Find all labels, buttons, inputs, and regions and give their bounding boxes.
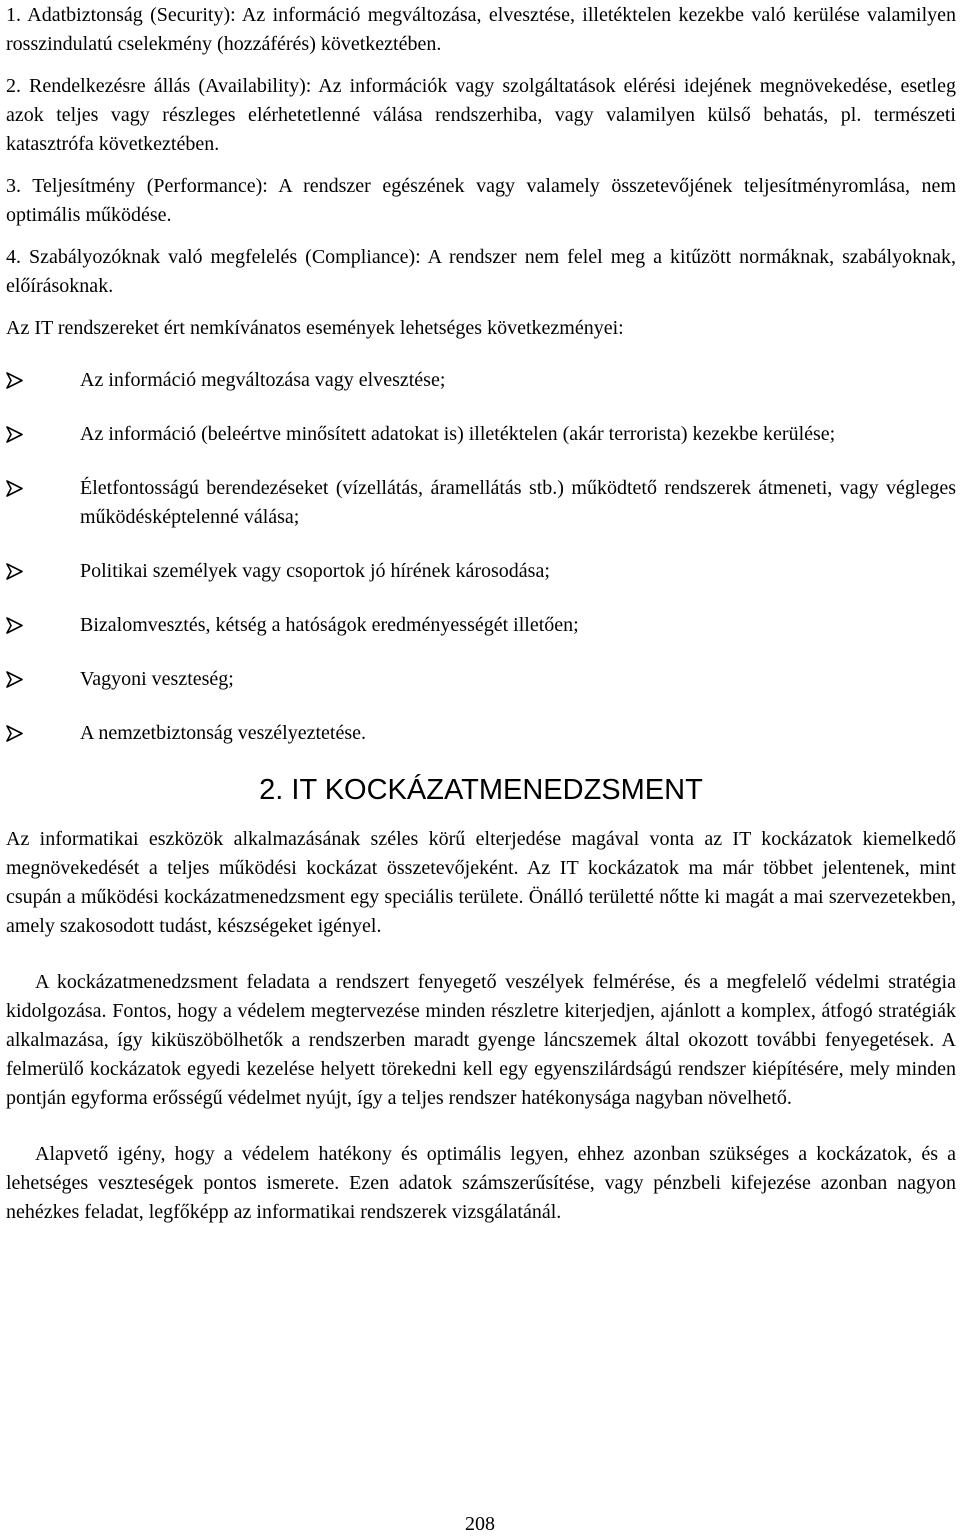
arrowhead-bullet-icon xyxy=(6,480,23,497)
bullet-text: Életfontosságú berendezéseket (vízellátás, áramellátás stb.) működtető rendszerek átmeneti, vagy végleges működésképtelenné válása; xyxy=(80,477,956,528)
risk-categories-list xyxy=(6,1,956,301)
item-number: 1. xyxy=(6,4,21,26)
item-text: Teljesítmény (Performance): A rendszer egészének vagy valamely összetevőjének teljesítményromlása, nem optimális működése. xyxy=(6,175,956,226)
item-text: Adatbiztonság (Security): Az információ megváltozása, elvesztése, illetéktelen kezekbe való kerülése valamilyen rosszindulatú cselekmény (hozzáférés) következtében. xyxy=(6,4,956,55)
item-text: Rendelkezésre állás (Availability): Az információk vagy szolgáltatások elérési idejének megnövekedése, esetleg azok teljes vagy részleges elérhetetlenné válása rendszerhiba, vagy valamilyen külső behatás, pl. természeti katasztrófa következtében. xyxy=(6,75,956,155)
bullet-text: Politikai személyek vagy csoportok jó hírének károsodása; xyxy=(80,560,550,582)
document-page xyxy=(6,0,956,1254)
item-number: 2. xyxy=(6,75,21,97)
list-item xyxy=(6,243,956,301)
arrowhead-bullet-icon xyxy=(6,617,23,634)
item-number: 4. xyxy=(6,246,21,268)
body-paragraph: Alapvető igény, hogy a védelem hatékony és optimális legyen, ehhez azonban szükséges a kockázatok, és a lehetséges veszteségek pontos ismerete. Ezen adatok számszerűsítése, vagy pénzbeli kifejezése azonban nagyon nehézkes feladat, legfőképp az informatikai rendszerek vizsgálatánál. xyxy=(6,1143,956,1223)
body-paragraph: Az informatikai eszközök alkalmazásának széles körű elterjedése magával vonta az IT kockázatok kiemelkedő megnövekedését a teljes működési kockázat összetevőjeként. Az IT kockázatok ma már többet jelentenek, mint csupán a működési kockázatmenedzsment egy speciális területe. Önálló területté nőtte ki magát a mai szervezetekben, amely szakosodott tudást, készségeket igényel. xyxy=(6,828,956,937)
arrowhead-bullet-icon xyxy=(6,725,23,742)
consequences-list xyxy=(6,366,956,748)
bullet-item xyxy=(6,420,956,449)
bullet-item xyxy=(6,665,956,694)
item-number: 3. xyxy=(6,175,21,197)
bullet-text: Bizalomvesztés, kétség a hatóságok eredményességét illetően; xyxy=(80,614,579,636)
item-text: Szabályozóknak való megfelelés (Compliance): A rendszer nem felel meg a kitűzött normáknak, szabályoknak, előírásoknak. xyxy=(6,246,956,297)
page-number: 208 xyxy=(465,1513,495,1535)
bullet-text: A nemzetbiztonság veszélyeztetése. xyxy=(80,722,366,744)
section-title: 2. IT KOCKÁZATMENEDZSMENT xyxy=(259,774,703,806)
list-item xyxy=(6,1,956,59)
arrowhead-bullet-icon xyxy=(6,372,23,389)
bullet-item xyxy=(6,557,956,586)
bullet-text: Az információ megváltozása vagy elvesztése; xyxy=(80,369,446,391)
consequences-intro: Az IT rendszereket ért nemkívánatos események lehetséges következményei: xyxy=(6,317,624,339)
arrowhead-bullet-icon xyxy=(6,671,23,688)
bullet-item xyxy=(6,611,956,640)
bullet-text: Vagyoni veszteség; xyxy=(80,668,234,690)
bullet-item xyxy=(6,474,956,532)
list-item xyxy=(6,72,956,159)
arrowhead-bullet-icon xyxy=(6,563,23,580)
list-item xyxy=(6,172,956,230)
bullet-item xyxy=(6,719,956,748)
body-paragraph: A kockázatmenedzsment feladata a rendszert fenyegető veszélyek felmérése, és a megfelelő védelmi stratégia kidolgozása. Fontos, hogy a védelem megtervezése minden részletre kiterjedjen, ajánlott a komplex, átfogó stratégiák alkalmazása, így kiküszöbölhetők a rendszerben maradt gyenge láncszemek által okozott további fenyegetések. A felmerülő kockázatok egyedi kezelése helyett törekedni kell egy egyenszilárdságú rendszer kiépítésére, mely minden pontján egyforma erősségű védelmet nyújt, így a teljes rendszer hatékonysága nagyban növelhető. xyxy=(6,971,956,1109)
bullet-item xyxy=(6,366,956,395)
arrowhead-bullet-icon xyxy=(6,426,23,443)
bullet-text: Az információ (beleértve minősített adatokat is) illetéktelen (akár terrorista) kezekbe kerülése; xyxy=(80,423,836,445)
